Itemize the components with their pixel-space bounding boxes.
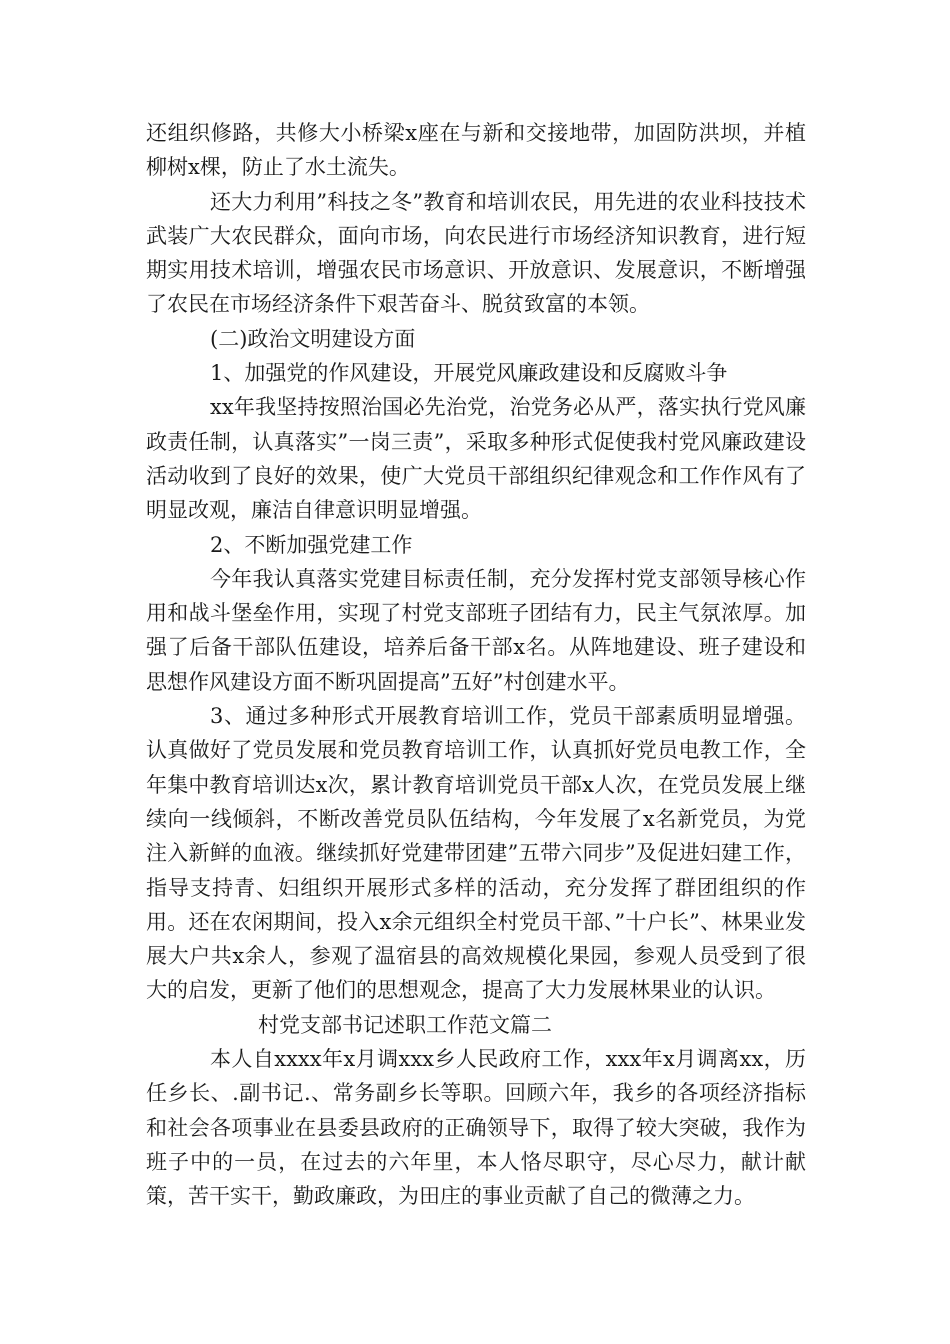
paragraph-1: 还组织修路，共修大小桥梁x座在与新和交接地带，加固防洪坝，并植柳树x棵，防止了水土流失。 xyxy=(146,121,806,180)
paragraph-4: 今年我认真落实党建目标责任制，充分发挥村党支部领导核心作用和战斗堡垒作用，实现了村党支部班子团结有力，民主气氛浓厚。加强了后备干部队伍建设，培养后备干部x名。从阵地建设、班子建设和思想作风建设方面不断巩固提高”五好”村创建水平。 xyxy=(146,566,806,694)
paragraph-6: 本人自xxxx年x月调xxx乡人民政府工作，xxx年x月调离xx，历任乡长、.副书记.、常务副乡长等职。回顾六年，我乡的各项经济指标和社会各项事业在县委县政府的正确领导下，取得了较大突破，我作为班子中的一员，在过去的六年里，本人恪尽职守，尽心尽力，献计献策，苦干实干，勤政廉政，为田庄的事业贡献了自己的微薄之力。 xyxy=(146,1047,806,1209)
section-title: 村党支部书记述职工作范文篇二 xyxy=(258,1012,552,1037)
document-body xyxy=(146,116,806,1214)
item-heading-1: 1、加强党的作风建设，开展党风廉政建设和反腐败斗争 xyxy=(210,361,728,386)
paragraph-2: 还大力利用”科技之冬”教育和培训农民，用先进的农业科技技术武装广大农民群众，面向市场，向农民进行市场经济知识教育，进行短期实用技术培训，增强农民市场意识、开放意识、发展意识，不断增强了农民在市场经济条件下艰苦奋斗、脱贫致富的本领。 xyxy=(146,189,806,317)
paragraph-5: 3、通过多种形式开展教育培训工作，党员干部素质明显增强。认真做好了党员发展和党员教育培训工作，认真抓好党员电教工作，全年集中教育培训达x次，累计教育培训党员干部x人次，在党员发展上继续向一线倾斜，不断改善党员队伍结构，今年发展了x名新党员，为党注入新鲜的血液。继续抓好党建带团建”五带六同步”及促进妇建工作，指导支持青、妇组织开展形式多样的活动，充分发挥了群团组织的作用。还在农闲期间，投入x余元组织全村党员干部、”十户长”、林果业发展大户共x余人，参观了温宿县的高效规模化果园，参观人员受到了很大的启发，更新了他们的思想观念，提高了大力发展林果业的认识。 xyxy=(146,704,806,1003)
section-heading-political: (二)政治文明建设方面 xyxy=(210,326,416,351)
paragraph-3: xx年我坚持按照治国必先治党，治党务必从严，落实执行党风廉政责任制，认真落实”一岗三责”，采取多种形式促使我村党风廉政建设活动收到了良好的效果，使广大党员干部组织纪律观念和工作作风有了明显改观，廉洁自律意识明显增强。 xyxy=(146,395,806,523)
item-heading-2: 2、不断加强党建工作 xyxy=(210,532,413,557)
